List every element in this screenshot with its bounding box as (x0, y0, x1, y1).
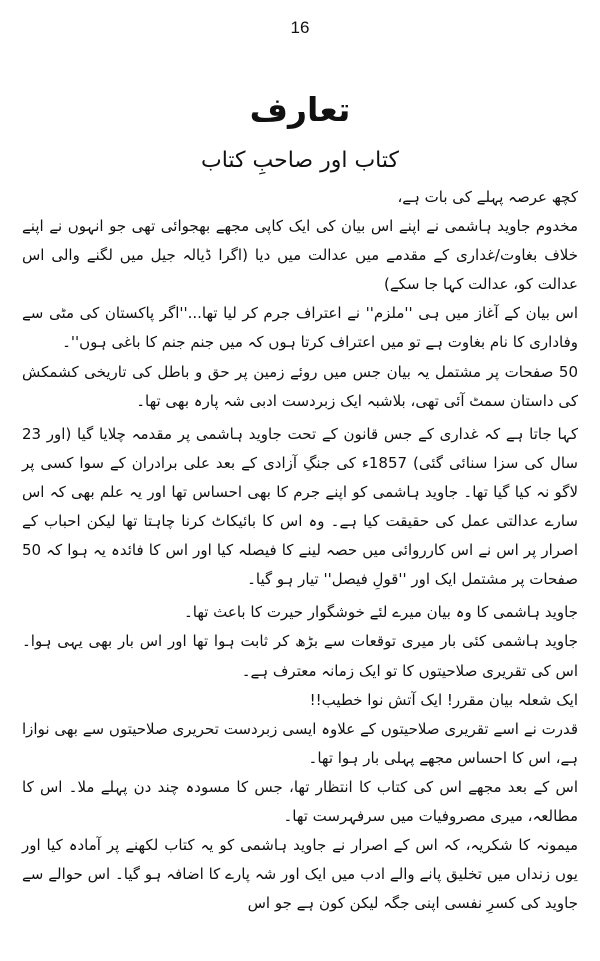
paragraph: ایک شعلہ بیان مقرر! ایک آتش نوا خطیب!! (309, 690, 578, 709)
paragraph: جاوید ہاشمی کئی بار میری توقعات سے بڑھ کر ثابت ہوا تھا اور اس بار بھی یہی ہوا۔ اس کی تقریری صلاحیتوں کا تو ایک زمانہ معترف ہے۔ (22, 632, 578, 680)
body-text (22, 183, 578, 918)
page-title: تعارف (249, 90, 351, 129)
page-number: 16 (290, 18, 310, 37)
paragraph: کچھ عرصہ پہلے کی بات ہے، (397, 188, 578, 206)
paragraph: میمونہ کا شکریہ، کہ اس کے اصرار نے جاوید ہاشمی کو یہ کتاب لکھنے پر آمادہ کیا اور یوں زنداں میں تخلیق پانے والے ادب میں ایک اور شہ پارے کا اضافہ ہو گیا۔ اس حوالے سے جاوید کی کسرِ نفسی اپنی جگہ لیکن کون ہے جو اس (22, 836, 578, 913)
paragraph: جاوید ہاشمی کا وہ بیان میرے لئے خوشگوار حیرت کا باعث تھا۔ (183, 603, 578, 622)
paragraph: اس بیان کے آغاز میں ہی ''ملزم'' نے اعتراف جرم کر لیا تھا...''اگر پاکستان کی مٹی سے وفاداری کا نام بغاوت ہے تو میں اعتراف کرتا ہوں کہ میں جنم جنم کا باغی ہوں''۔ (22, 304, 578, 352)
paragraph: کہا جاتا ہے کہ غداری کے جس قانون کے تحت جاوید ہاشمی پر مقدمہ چلایا گیا (اور 23 سال کی سزا سنائی گئی) 1857ء کی جنگِ آزادی کے بعد علی برادران کے سوا کسی پر لاگو نہ کیا گیا تھا۔ جاوید ہاشمی کو اپنے جرم کا بھی احساس تھا اور یہ علم بھی کہ اس سارے عدالتی عمل کی حقیقت کیا ہے۔ وہ اس کا بائیکاٹ کرنا چاہتا تھا لیکن احباب کے اصرار پر اس نے اس کارروائی میں حصہ لینے کا فیصلہ کیا اور اس کا فائدہ یہ ہوا کہ 50 صفحات پر مشتمل ایک اور ''قولِ فیصل'' تیار ہو گیا۔ (22, 424, 578, 589)
paragraph: اس کے بعد مجھے اس کی کتاب کا انتظار تھا، جس کا مسودہ چند دن پہلے ملا۔ اس کا مطالعہ، میری مصروفیات میں سرفہرست تھا۔ (22, 777, 578, 825)
page-subtitle: کتاب اور صاحبِ کتاب (201, 148, 399, 173)
paragraph: مخدوم جاوید ہاشمی نے اپنے اس بیان کی ایک کاپی مجھے بھجوائی تھی جو انہوں نے اپنے خلاف بغاوت/غداری کے مقدمے میں عدالت میں دیا (اگرا ڈیالہ جیل میں لگنے والی اس عدالت کو، عدالت کہا جا سکے) (22, 217, 578, 294)
paragraph: قدرت نے اسے تقریری صلاحیتوں کے علاوہ ایسی زبردست تحریری صلاحیتوں سے بھی نوازا ہے، اس کا احساس مجھے پہلی بار ہوا تھا۔ (22, 719, 578, 767)
paragraph: 50 صفحات پر مشتمل یہ بیان جس میں روئے زمین پر حق و باطل کی تاریخی کشمکش کی داستان سمٹ آئی تھی، بلاشبہ ایک زبردست ادبی شہ پارہ بھی تھا۔ (22, 362, 578, 410)
